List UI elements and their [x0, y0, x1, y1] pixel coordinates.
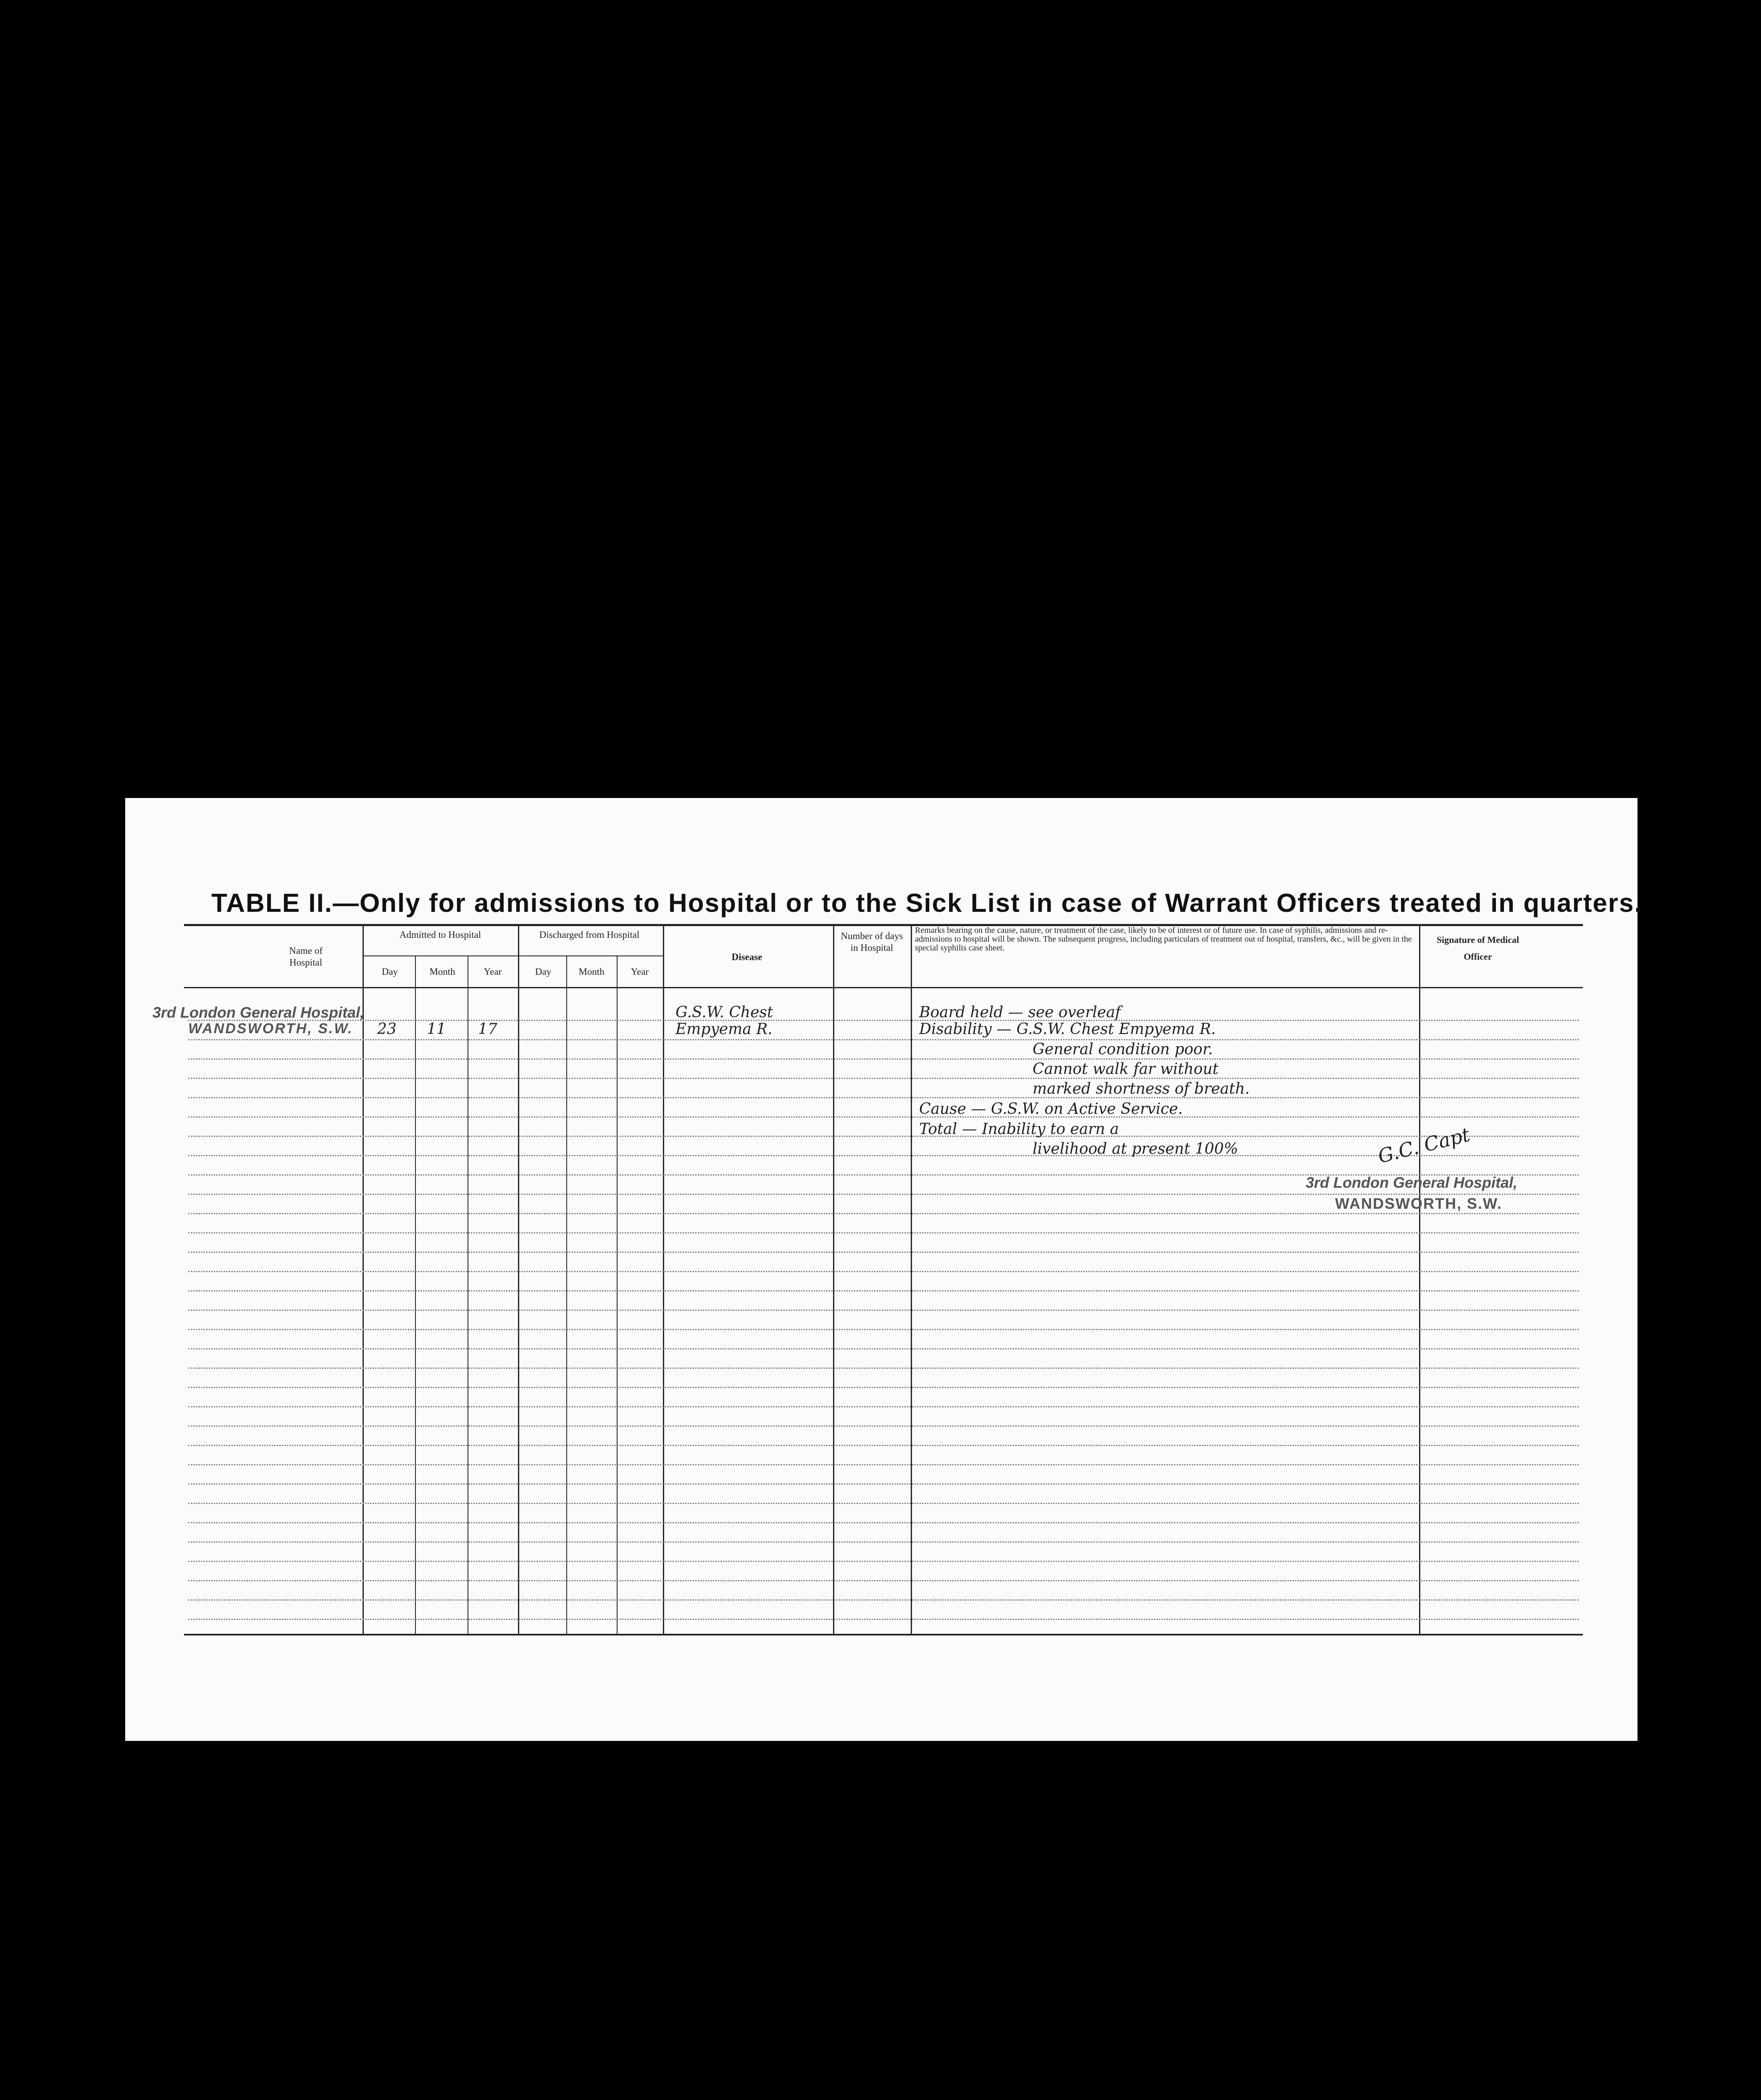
header-admit-day: Day — [381, 966, 398, 977]
table-bottom-rule — [184, 1634, 1583, 1635]
ruled-line — [188, 1058, 1579, 1060]
hospital-stamp-line1: 3rd London General Hospital, — [152, 1004, 365, 1021]
ruled-line — [188, 1252, 1579, 1253]
ruled-line — [188, 1039, 1579, 1040]
ruled-line — [188, 1232, 1579, 1234]
remark-line: marked shortness of breath. — [1033, 1080, 1250, 1097]
hospital-stamp-line2: WANDSWORTH, S.W. — [188, 1021, 353, 1037]
column-divider — [663, 924, 664, 1634]
header-discharged: Discharged from Hospital — [539, 929, 640, 940]
ruled-line — [188, 1348, 1579, 1349]
ruled-line — [188, 1619, 1579, 1620]
header-admitted: Admitted to Hospital — [399, 929, 481, 940]
ruled-line — [188, 1116, 1579, 1118]
remark-line: Cannot walk far without — [1033, 1060, 1219, 1078]
header-bottom-rule — [184, 987, 1583, 988]
ruled-line — [188, 1020, 1579, 1021]
form-title: TABLE II.—Only for admissions to Hospital or to the Sick List in case of Warrant Officers treated in quarters. — [211, 889, 1643, 918]
ruled-line — [188, 1445, 1579, 1446]
remark-line: General condition poor. — [1033, 1041, 1213, 1058]
header-hospital: Name of Hospital — [289, 945, 323, 968]
column-divider — [833, 924, 834, 1634]
header-admit-year: Year — [484, 966, 502, 977]
header-discharge-year: Year — [631, 966, 649, 977]
ruled-line — [188, 1078, 1579, 1079]
ruled-line — [188, 1290, 1579, 1292]
admit-month-value: 11 — [427, 1021, 446, 1038]
ruled-line — [188, 1599, 1579, 1601]
remark-line: Total — Inability to earn a — [919, 1121, 1119, 1138]
ruled-line — [188, 1271, 1579, 1272]
column-divider — [566, 956, 567, 1634]
ruled-line — [188, 1483, 1579, 1485]
remark-line: livelihood at present 100% — [1033, 1140, 1238, 1158]
ruled-line — [188, 1561, 1579, 1562]
ruled-line — [188, 1503, 1579, 1504]
ruled-line — [188, 1580, 1579, 1581]
ruled-line — [188, 1368, 1579, 1369]
remark-line: Disability — G.S.W. Chest Empyema R. — [919, 1021, 1216, 1038]
column-divider — [363, 924, 364, 1634]
header-days: Number of days in Hospital — [841, 931, 903, 953]
ruled-line — [188, 1464, 1579, 1465]
ruled-line — [188, 1522, 1579, 1523]
ruled-line — [188, 1097, 1579, 1098]
header-signature: Signature of Medical Officer — [1436, 934, 1519, 962]
ruled-line — [188, 1541, 1579, 1543]
header-discharge-month: Month — [578, 966, 605, 977]
ruled-line — [188, 1329, 1579, 1330]
disease-line1: G.S.W. Chest — [675, 1004, 773, 1021]
admit-day-value: 23 — [377, 1021, 397, 1038]
officer-signature: G.C. Capt — [1375, 1123, 1472, 1168]
remark-line: Board held — see overleaf — [919, 1004, 1121, 1021]
ruled-line — [188, 1406, 1579, 1407]
column-divider — [911, 924, 912, 1634]
ruled-line — [188, 1310, 1579, 1311]
header-admit-month: Month — [429, 966, 455, 977]
admit-year-value: 17 — [478, 1021, 497, 1038]
header-disease: Disease — [731, 952, 762, 962]
signature-stamp-line2: WANDSWORTH, S.W. — [1335, 1195, 1502, 1212]
ruled-line — [188, 1155, 1579, 1156]
column-divider — [617, 956, 618, 1634]
disease-line2: Empyema R. — [675, 1021, 773, 1038]
signature-stamp-line1: 3rd London General Hospital, — [1306, 1174, 1518, 1191]
header-remarks: Remarks bearing on the cause, nature, or treatment of the case, likely to be of interest or of future use. In case of syphilis, admissions and re-admissions to hospital will be shown. The subsequent progress, including particulars of treatment out of hospital, transfers, &c., will be given in the special syphilis case sheet. — [915, 926, 1412, 953]
header-discharge-day: Day — [535, 966, 552, 977]
ruled-line — [188, 1213, 1579, 1214]
column-divider — [518, 924, 519, 1634]
ruled-line — [188, 1136, 1579, 1137]
column-divider — [1419, 924, 1420, 1634]
column-divider — [415, 956, 416, 1634]
medical-record-card — [125, 798, 1643, 1741]
ruled-line — [188, 1387, 1579, 1388]
ruled-line — [188, 1425, 1579, 1427]
remark-line: Cause — G.S.W. on Active Service. — [919, 1100, 1183, 1118]
